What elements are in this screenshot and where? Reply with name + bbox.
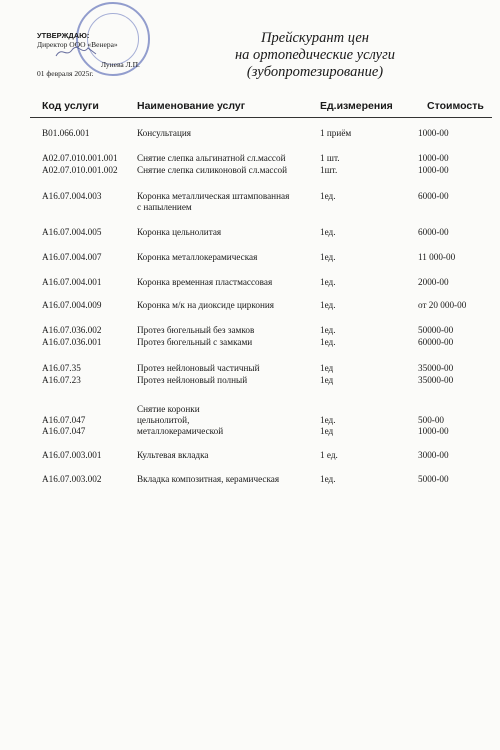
cell-cost: 50000-00: [418, 325, 454, 335]
cell-code: A16.07.003.002: [42, 474, 102, 484]
approval-date: 01 февраля 2025г.: [37, 69, 94, 78]
cell-code: A02.07.010.001.001: [42, 153, 118, 163]
cell-cost: 3000-00: [418, 450, 449, 460]
cell-unit: 1ед.: [320, 252, 336, 262]
cell-name: Коронка временная пластмассовая: [137, 277, 273, 287]
header-rule: [30, 117, 492, 118]
cell-name: Снятие слепка альгинатной сл.массой: [137, 153, 286, 163]
cell-unit: 1ед: [320, 375, 334, 385]
cell-code: A16.07.35: [42, 363, 81, 373]
cell-name: Коронка металлическая штампованная с напылением: [137, 191, 290, 212]
cell-cost: 60000-00: [418, 337, 454, 347]
header-code: Код услуги: [42, 100, 99, 112]
cell-cost: 35000-00: [418, 375, 454, 385]
cell-unit: 1ед.: [320, 277, 336, 287]
cell-code: A16.07.036.001: [42, 337, 102, 347]
cell-cost: 1000-00: [418, 153, 449, 163]
cell-code: A16.07.003.001: [42, 450, 102, 460]
cell-unit: 1ед. 1ед: [320, 415, 336, 436]
cell-name: Коронка металлокерамическая: [137, 252, 258, 262]
cell-code: A16.07.036.002: [42, 325, 102, 335]
cell-name: Протез нейлоновый полный: [137, 375, 248, 385]
cell-unit: 1 приём: [320, 128, 352, 138]
cell-cost: от 20 000-00: [418, 300, 467, 310]
title-line-1: Прейскурант цен: [261, 30, 369, 46]
cell-code: A02.07.010.001.002: [42, 165, 118, 175]
cell-cost: 11 000-00: [418, 252, 456, 262]
cell-cost: 500-00 1000-00: [418, 415, 449, 436]
header-name: Наименование услуг: [137, 100, 246, 112]
cell-name: Протез нейлоновый частичный: [137, 363, 260, 373]
cell-unit: 1ед.: [320, 474, 336, 484]
cell-code: B01.066.001: [42, 128, 90, 138]
cell-unit: 1ед.: [320, 337, 336, 347]
cell-code: A16.07.004.001: [42, 277, 102, 287]
cell-code: A16.07.004.007: [42, 252, 102, 262]
approval-signer: Лунева Л.П.: [101, 60, 140, 69]
cell-cost: 35000-00: [418, 363, 454, 373]
cell-name: Протез бюгельный без замков: [137, 325, 255, 335]
cell-code: A16.07.004.003: [42, 191, 102, 201]
cell-name: Коронка м/к на диоксиде циркония: [137, 300, 275, 310]
approval-director: Директор ООО «Венера»: [37, 40, 118, 49]
approval-block: [37, 31, 140, 78]
cell-cost: 1000-00: [418, 165, 449, 175]
cell-cost: 6000-00: [418, 191, 449, 201]
cell-unit: 1ед.: [320, 191, 336, 201]
title-line-3: (зубопротезирование): [246, 64, 384, 80]
cell-unit: 1ед.: [320, 325, 336, 335]
cell-name: Культевая вкладка: [137, 450, 209, 460]
cell-unit: 1ед: [320, 363, 334, 373]
cell-code: A16.07.23: [42, 375, 81, 385]
cell-unit: 1 шт.: [320, 153, 340, 163]
cell-cost: 2000-00: [418, 277, 449, 287]
cell-name: Снятие слепка силиконовой сл.массой: [137, 165, 288, 175]
cell-unit: 1ед.: [320, 300, 336, 310]
header-unit: Ед.измерения: [320, 100, 393, 112]
cell-unit: 1 ед.: [320, 450, 338, 460]
cell-name: Протез бюгельный с замками: [137, 337, 253, 347]
cell-name: Коронка цельнолитая: [137, 227, 222, 237]
cell-name: Консультация: [137, 128, 192, 138]
cell-unit: 1ед.: [320, 227, 336, 237]
cell-code: A16.07.004.009: [42, 300, 102, 310]
document-title: [190, 30, 440, 81]
cell-unit: 1шт.: [320, 165, 338, 175]
cell-cost: 1000-00: [418, 128, 449, 138]
cell-code: A16.07.004.005: [42, 227, 102, 237]
cell-name: Вкладка композитная, керамическая: [137, 474, 280, 484]
title-line-2: на ортопедические услуги: [234, 47, 396, 63]
cell-code: A16.07.047 A16.07.047: [42, 415, 86, 436]
cell-cost: 5000-00: [418, 474, 449, 484]
approval-title: УТВЕРЖДАЮ:: [37, 31, 90, 40]
cell-cost: 6000-00: [418, 227, 449, 237]
cell-name: Снятие коронки цельнолитой, металлокерамической: [137, 404, 224, 436]
header-cost: Стоимость: [427, 100, 484, 112]
